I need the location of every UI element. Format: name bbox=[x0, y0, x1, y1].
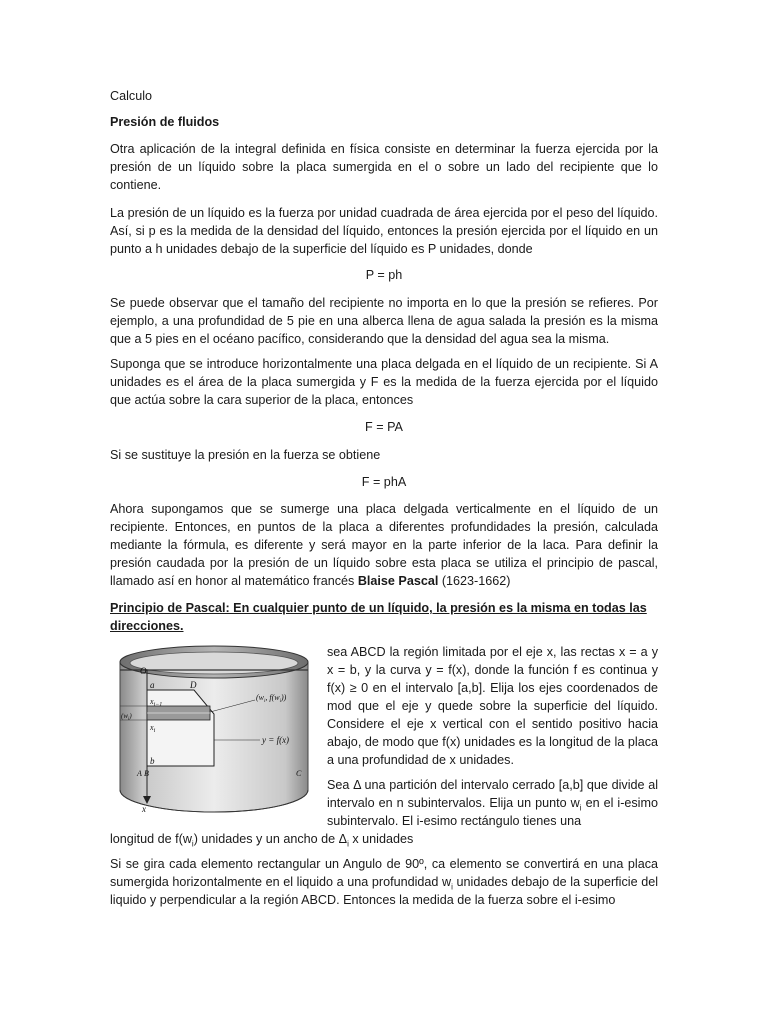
doc-title: Calculo bbox=[110, 89, 152, 103]
label-origin: O bbox=[140, 666, 147, 676]
equation-force-full: F = phA bbox=[361, 475, 407, 489]
label-b: b bbox=[150, 756, 155, 766]
cylinder-diagram bbox=[110, 640, 318, 818]
section-heading: Presión de fluidos bbox=[110, 115, 220, 129]
paragraph-vertical-plate bbox=[110, 500, 658, 590]
paragraph-partition-end bbox=[110, 830, 658, 848]
paragraph-region-abcd: sea ABCD la región limitada por el eje x, las rectas x = a y x = b, y la curva y = f(x), donde la función f es continua y f(x) ≥ 0 en el intervalo [a,b]. Elija los ejes coordenados de mod que el eje y quede sobre la superficie del líquido. Considere el eje x vertical con el sentido positivo hacia abajo, de modo que f(x) unidades es la longitud de la placa a una profundidad de x unidades. bbox=[327, 645, 658, 767]
label-a: a bbox=[150, 680, 155, 690]
partition-sub-2: i bbox=[191, 839, 194, 849]
partition-text-1: Sea Δ una partición del intervalo cerrado [a,b] que divide al intervalo en n subintervalos. Elija un punto w bbox=[327, 778, 658, 810]
partition-sub-3: i bbox=[347, 839, 349, 849]
pascal-principle: Principio de Pascal: En cualquier punto de un líquido, la presión es la misma en todas las direcciones. bbox=[110, 601, 647, 633]
rotation-text-2: unidades debajo de la superficie del liquido y perpendicular a la región ABCD. Entonces la medida de la fuerza sobre el i-esimo bbox=[110, 875, 658, 907]
paragraph-horizontal-plate: Suponga que se introduce horizontalmente una placa delgada en el líquido de un recipiente. Si A unidades es el área de la placa sumergida y F es la medida de la fuerza ejercida por el líquido que actúa sobre la cara superior de la placa, entonces bbox=[110, 357, 658, 407]
pascal-name: Blaise Pascal bbox=[357, 574, 439, 588]
partition-text-3: ) unidades y un ancho de Δ bbox=[193, 832, 348, 846]
pascal-dates: (1623-1662) bbox=[441, 574, 511, 588]
label-d: D bbox=[190, 680, 197, 690]
paragraph-pressure-definition: La presión de un líquido es la fuerza por unidad cuadrada de área ejercida por el peso del líquido. Así, si p es la medida de la densidad del líquido, entonces la presión ejercida por el líquido en un punto a h unidades debajo de la superficie del líquido es P unidades, donde bbox=[110, 206, 658, 256]
label-A: A bbox=[137, 769, 142, 778]
rotation-sub: i bbox=[451, 882, 453, 892]
equation-force-area: F = PA bbox=[365, 420, 403, 434]
paragraph-rotation bbox=[110, 855, 658, 909]
partition-text-4: x unidades bbox=[348, 832, 414, 846]
cylinder-figure bbox=[110, 640, 318, 818]
partition-text-2b: longitud de f(w bbox=[110, 832, 192, 846]
label-xi: $x_i$ bbox=[150, 723, 156, 734]
label-B: B bbox=[144, 769, 149, 778]
label-curve: y = f(x) bbox=[262, 735, 290, 745]
paragraph-substitution: Si se sustituye la presión en la fuerza se obtiene bbox=[110, 448, 381, 462]
label-xim1: $x_{i-1}$ bbox=[150, 697, 163, 708]
partition-sub-1: i bbox=[579, 803, 582, 813]
label-wi: $(w_i)$ bbox=[121, 712, 132, 722]
paragraph-vertical-plate-text: Ahora supongamos que se sumerge una placa delgada verticalmente en el líquido de un recipiente. Entonces, en puntos de la placa a diferentes profundidades la presión, calculada mediante la fórmula, es diferente y será mayor en la parte inferior de la laca. Para definir la presión caudada por la presión de un líquido sobre esta placa se utiliza el principio de pascal, llamado así en honor al matemático francés bbox=[110, 502, 658, 588]
paragraph-container-size: Se puede observar que el tamaño del recipiente no importa en lo que la presión se refieres. Por ejemplo, a una profundidad de 5 pie en una alberca llena de agua salada la presión es la misma que a 5 pies en el océano pacífico, considerando que la densidad del agua sea la misma. bbox=[110, 296, 658, 346]
label-x-axis: x bbox=[142, 804, 146, 814]
cylinder-opening bbox=[130, 652, 298, 674]
paragraph-partition bbox=[327, 776, 658, 830]
label-point: ($w_i$, $f(w_i)$) bbox=[256, 693, 287, 704]
rotation-text-1: Si se gira cada elemento rectangular un Angulo de 90º, ca elemento se convertirá en una placa sumergida horizontalmente en el liquido a una profundidad w bbox=[110, 857, 658, 889]
label-C: C bbox=[296, 769, 302, 778]
equation-pressure: P = ph bbox=[365, 268, 403, 282]
paragraph-intro: Otra aplicación de la integral definida en física consiste en determinar la fuerza ejercida por la presión de un líquido sobre la placa sumergida en el o sobre un lado del recipiente que lo contiene. bbox=[110, 142, 658, 192]
partition-text-2: en el i-esimo subintervalo. El i-esimo rectángulo tienes una bbox=[327, 796, 658, 828]
